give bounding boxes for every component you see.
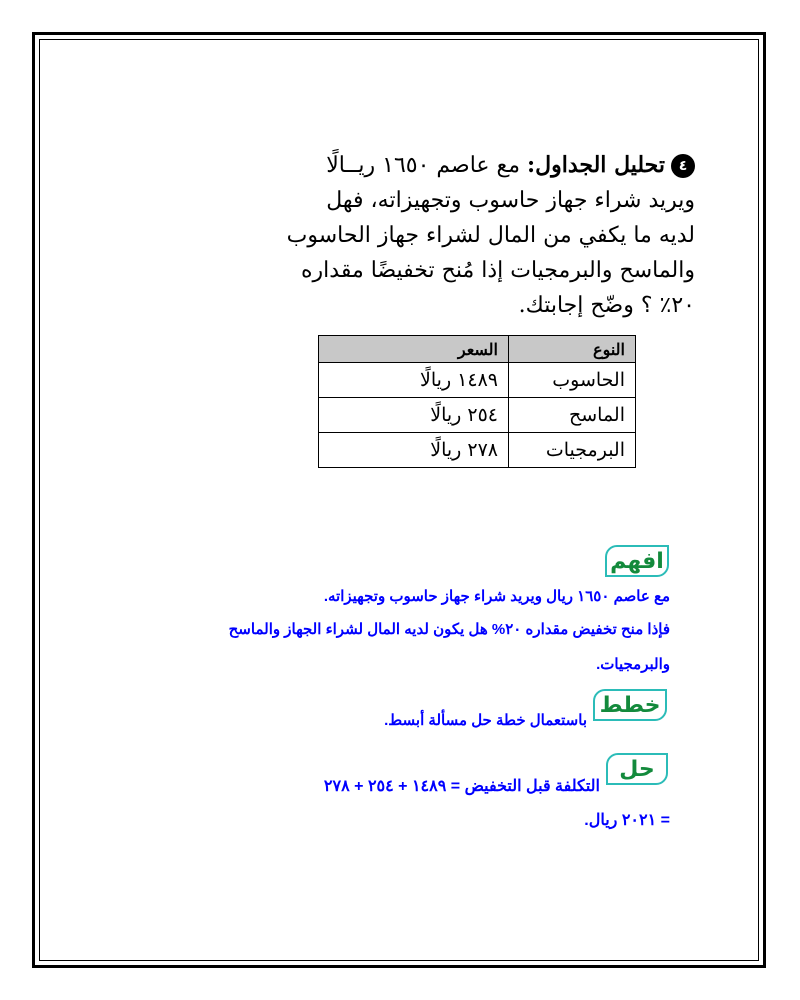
problem-line-5: ٢٠٪ ؟ وضّح إجابتك. bbox=[518, 293, 695, 318]
understand-badge: افهم bbox=[605, 545, 669, 577]
table-header-type: النوع bbox=[509, 336, 636, 363]
problem-line-1-text: مع عاصم ١٦٥٠ ريــالًا bbox=[326, 153, 528, 178]
table-row bbox=[319, 433, 636, 468]
table-cell-type: الماسح bbox=[509, 398, 636, 433]
price-table bbox=[318, 335, 636, 468]
problem-line-2: ويريد شراء جهاز حاسوب وتجهيزاته، فهل bbox=[326, 188, 695, 213]
solve-line-1: التكلفة قبل التخفيض = ١٤٨٩ + ٢٥٤ + ٢٧٨ bbox=[323, 778, 600, 795]
table-cell-type: البرمجيات bbox=[509, 433, 636, 468]
understand-line-2: فإذا منح تخفيض مقداره ٢٠% هل يكون لديه المال لشراء الجهاز والماسح bbox=[228, 621, 670, 638]
problem-line-1 bbox=[245, 148, 695, 183]
problem-line-3: لديه ما يكفي من المال لشراء جهاز الحاسوب bbox=[286, 223, 695, 248]
plan-text: باستعمال خطة حل مسألة أبسط. bbox=[384, 712, 587, 729]
table-cell-price: ٢٥٤ ريالًا bbox=[319, 398, 509, 433]
understand-line-1: مع عاصم ١٦٥٠ ريال ويريد شراء جهاز حاسوب وتجهيزاته. bbox=[323, 588, 670, 605]
solve-badge: حل bbox=[606, 753, 668, 785]
table-header-row bbox=[319, 336, 636, 363]
table-cell-price: ١٤٨٩ ريالًا bbox=[319, 363, 509, 398]
table-header-price: السعر bbox=[319, 336, 509, 363]
problem-title: تحليل الجداول: bbox=[527, 152, 665, 178]
solve-line-2: = ٢٠٢١ ريال. bbox=[584, 812, 670, 829]
problem-number-badge: ٤ bbox=[671, 154, 695, 178]
plan-badge: خطط bbox=[593, 689, 667, 721]
problem-statement bbox=[245, 148, 695, 323]
problem-line-4: والماسح والبرمجيات إذا مُنح تخفيضًا مقداره bbox=[301, 258, 695, 283]
understand-line-3: والبرمجيات. bbox=[596, 656, 670, 673]
table-cell-type: الحاسوب bbox=[509, 363, 636, 398]
table-row bbox=[319, 398, 636, 433]
table-cell-price: ٢٧٨ ريالًا bbox=[319, 433, 509, 468]
table-row bbox=[319, 363, 636, 398]
